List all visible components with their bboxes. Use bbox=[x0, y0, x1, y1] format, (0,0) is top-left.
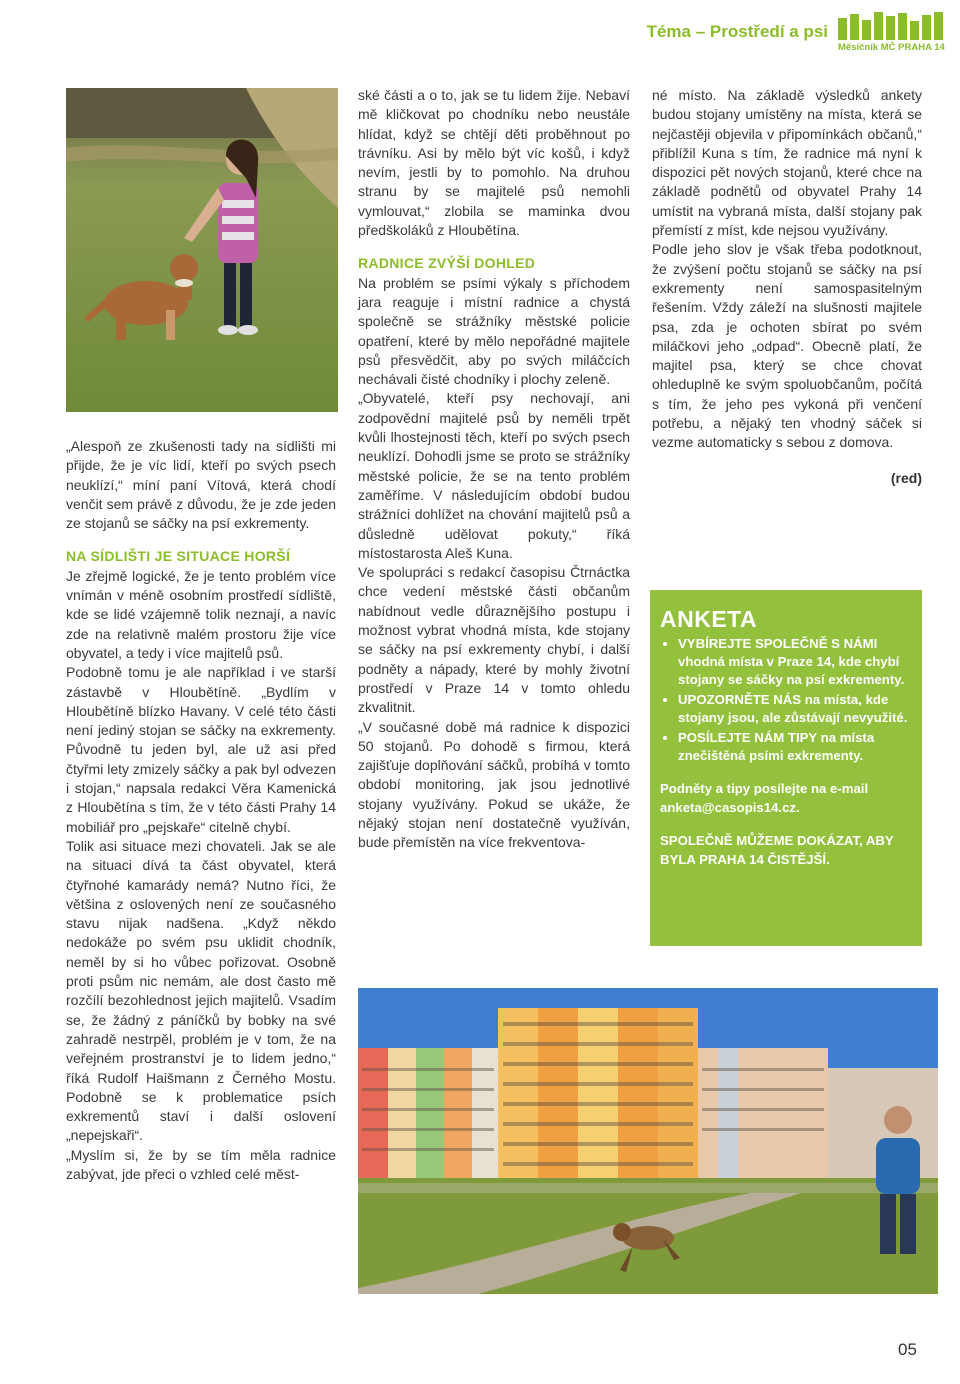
magazine-logo bbox=[838, 12, 958, 56]
paragraph: Na problém se psími výkaly s příchodem jara reaguje i místní radnice a chystá společně se strážníky městské policie opatření, které by mělo nepořádné majitele psů přesvědčit, aby po svých miláčcích nechávali čisté chodníky i plochy zeleně. bbox=[358, 274, 630, 388]
paragraph: ské části a o to, jak se tu lidem žije. Nebaví mě kličkovat po chodníku nebo neustále hlídat, když se chtějí děti proběhnout po trávníku. Asi by mělo být víc košů, i když nevím, jestli by to pomohlo. Na druhou stranu by se majitelé psů nemohli vymlouvat,“ zlobila se maminka dvou předškoláků z Hloubětína. bbox=[358, 87, 630, 239]
article-column-3 bbox=[652, 86, 922, 488]
paragraph: Ve spolupráci s redakcí časopisu Čtrnáctka chce vedení městské části občanům nabídnout vedle důraznějšího postupu i možnost vybrat vhodná místa, kde stojany se sáčky na psí exkrementy chybí, i další podněty a nápady, které by mohly životní prostředí v Praze 14 v tomto ohledu zkvalitnit. bbox=[358, 564, 630, 716]
anketa-item: • VYBÍREJTE SPOLEČNĚ S NÁMI vhodná místa v Praze 14, kde chybí stojany se sáčky na psí exkrementy. bbox=[678, 635, 910, 689]
paragraph: „Obyvatelé, kteří psy nechovají, ani zodpovědní majitelé psů by neměli trpět kvůli lhostejnosti těch, kteří po svých psech neuklízí. Dohodli jsme se proto se strážníky městské policie, že se na tento problém zaměříme. V následujícím období budou strážníci dohlížet na chování majitelů psů a důsledně udělovat pokuty,“ říká místostarosta Aleš Kuna. bbox=[358, 390, 630, 561]
paragraph: Podobně tomu je ale například i ve starší zástavbě v Hloubětíně. „Bydlím v Hloubětíně blízko Havany. V celé této části není jediný stojan se sáčky na exkrementy. Původně tu jeden byl, ale už asi před čtyřmi lety zmizely sáčky a pak byl odvezen i stojan,“ napsala redakci Věra Kamenická z Hloubětína s tím, že v této části Prahy 14 mobiliář pro „pejskaře“ citelně chybí. bbox=[66, 664, 336, 835]
anketa-item: • UPOZORNĚTE NÁS na místa, kde stojany jsou, ale zůstávají nevyužité. bbox=[678, 691, 910, 727]
subheading-radnice: RADNICE ZVÝŠÍ DOHLED bbox=[358, 255, 536, 272]
paragraph: Podle jeho slov je však třeba podotknout, že zvýšení počtu stojanů se sáčky na psí exkrementy není samospasitelným řešením. Vždy záleží na slušnosti majitele psa, zda je ochoten sbírat po svém miláčkovi jeho „odpad“. Obecně platí, že majitel psa, který se chce chovat ohleduplně ke svým spoluobčanům, počítá s tím, že jeho pes vykoná při venčení potřebu, a nějaký ten vhodný sáček si vezme automaticky s sebou z domova. bbox=[652, 241, 922, 451]
paragraph: „Myslím si, že by se tím měla radnice zabývat, jde přeci o vzhled celé měst- bbox=[66, 1146, 336, 1182]
logo-text: Měsíčník MČ PRAHA 14 bbox=[838, 42, 945, 53]
section-title: Téma – Prostředí a psi bbox=[646, 22, 828, 41]
subheading-sidliste: NA SÍDLIŠTI JE SITUACE HORŠÍ bbox=[66, 548, 291, 565]
author-signature: (red) bbox=[890, 469, 922, 486]
photo-housing-estate-dog bbox=[358, 988, 938, 1294]
page-number: 05 bbox=[898, 1340, 917, 1359]
anketa-title: ANKETA bbox=[660, 606, 758, 632]
paragraph: Je zřejmě logické, že je tento problém více vnímán v méně osobním prostředí sídliště, kde se lidé vzájemně tolik neznají, a navíc zde na relativně malém prostoru žije více obyvatel, a tedy i více majitelů psů. bbox=[66, 567, 336, 661]
paragraph: Tolik asi situace mezi chovateli. Jak se ale na situaci dívá ta část obyvatel, která čtyřnohé kamarády nemá? Nutno říci, že většina z oslovených není ze současného stavu nijak nadšena. „Když někdo nedokáže po svém psu uklidit chodník, neměl by si ho vůbec pořizovat. Osobně proti psům nic nemám, ale dost často mě rozčílí bezohlednost jejich majitelů. Vsadím se, že žádný z páníčků by bobky na své zahradě nestrpěl, problém je v tom, že na veřejném prostranství je to lidem jedno,“ říká Rudolf Haišmann z Černého Mostu. Podobně se k problematice psích exkrementů staví i další oslovení „nepejskaři“. bbox=[66, 837, 336, 1144]
paragraph: né místo. Na základě výsledků ankety budou stojany umístěny na místa, která se nejčastěji objevila v připomínkách občanů,“ přiblížil Kuna s tím, že radnice má nyní k dispozici pět nových stojanů, které chce na základě podnětů od obyvatel Prahy 14 umístit na vybraná místa, další stojany pak přemístí z míst, kde nejsou využívány. bbox=[652, 87, 922, 239]
anketa-list bbox=[660, 635, 910, 765]
paragraph: „V současné době má radnice k dispozici 50 stojanů. Po dohodě s firmou, která zajišťuje doplňování sáčků, probíhá v tomto období monitoring, jak jsou jednotlivé stojany využívány. Pokud se ukáže, že nějaký stojan není dostatečně využíván, bude přemístěn na více frekventova- bbox=[358, 718, 630, 851]
logo-bars-graphic bbox=[838, 12, 943, 40]
article-column-1 bbox=[66, 437, 336, 1184]
photo-girl-with-dog bbox=[66, 88, 338, 412]
quote-paragraph: „Alespoň ze zkušenosti tady na sídlišti mi přijde, že je víc lidí, kteří po svých psech neuklízí,“ míní paní Vítová, která chodí venčit sem právě z důvodu, že je zde jeden ze stojanů se sáčky na psí exkrementy. bbox=[66, 438, 336, 532]
article-column-2 bbox=[358, 86, 630, 853]
anketa-box bbox=[650, 590, 922, 946]
anketa-item: • POSÍLEJTE NÁM TIPY na místa znečištěná psími exkrementy. bbox=[678, 729, 910, 765]
anketa-contact: Podněty a tipy posílejte na e-mail anketa@casopis14.cz. bbox=[660, 781, 869, 815]
anketa-slogan: SPOLEČNĚ MŮŽEME DOKÁZAT, ABY BYLA PRAHA 14 ČISTĚJŠÍ. bbox=[660, 833, 894, 867]
